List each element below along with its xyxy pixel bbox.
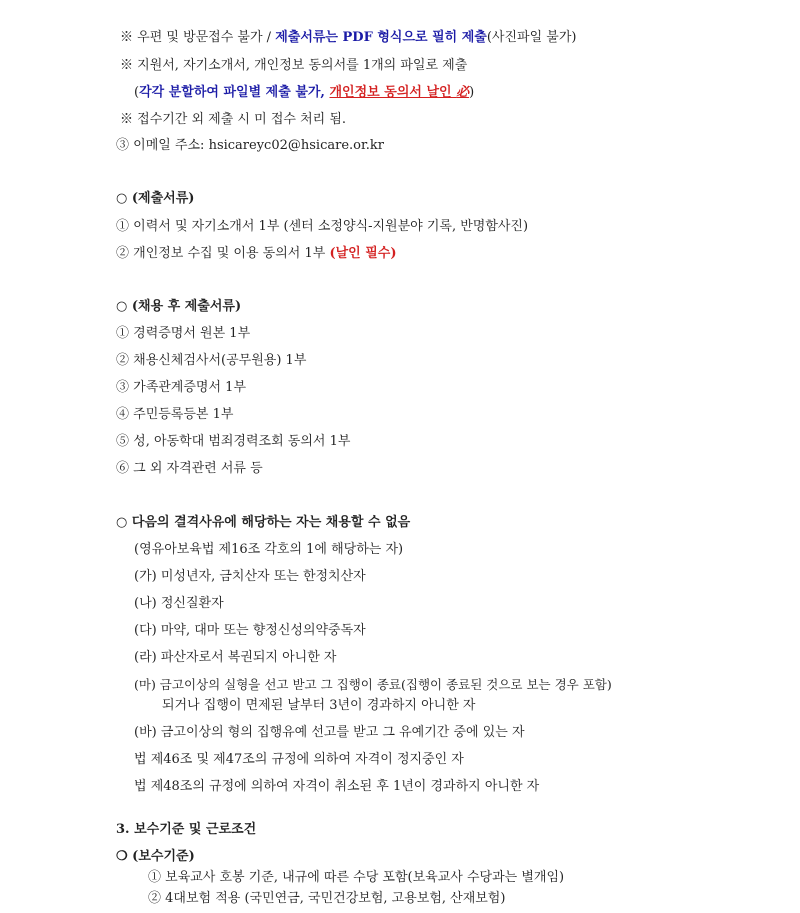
note-highlight-must: 必 xyxy=(456,85,470,100)
note-highlight-split: 각각 분할하여 파일별 제출 불가, xyxy=(139,85,330,100)
pay-standard-item: ② 4대보험 적용 (국민연금, 국민건강보험, 고용보험, 산재보험) xyxy=(148,891,506,906)
paren: ) xyxy=(469,85,475,100)
after-hire-item: ① 경력증명서 원본 1부 xyxy=(116,326,251,341)
after-hire-item: ⑥ 그 외 자격관련 서류 등 xyxy=(116,461,263,476)
email-address: ③ 이메일 주소: hsicareyc02@hsicare.or.kr xyxy=(116,138,384,153)
note-highlight-pdf: 제출서류는 PDF 형식으로 필히 제출 xyxy=(275,30,487,45)
documents-heading: ○ (제출서류) xyxy=(116,191,195,206)
pay-standard-heading: ❍ (보수기준) xyxy=(116,849,195,864)
disqualification-line: (가) 미성년자, 금치산자 또는 한정치산자 xyxy=(134,569,366,584)
after-hire-heading: ○ (채용 후 제출서류) xyxy=(116,299,242,314)
documents-item-text: ② 개인정보 수집 및 이용 동의서 1부 xyxy=(116,246,330,261)
seal-required-note: (날인 필수) xyxy=(329,246,397,261)
disqualification-line: (라) 파산자로서 복권되지 아니한 자 xyxy=(134,650,337,665)
note-no-mail xyxy=(120,29,576,47)
disqualification-line: 법 제48조의 규정에 의하여 자격이 취소된 후 1년이 경과하지 아니한 자 xyxy=(134,779,540,794)
after-hire-item: ⑤ 성, 아동학대 범죄경력조회 동의서 1부 xyxy=(116,434,351,449)
note-no-split xyxy=(134,84,474,102)
pay-standard-item: ① 보육교사 호봉 기준, 내규에 따른 수당 포함(보육교사 수당과는 별개임) xyxy=(148,870,565,885)
after-hire-item: ④ 주민등록등본 1부 xyxy=(116,407,234,422)
documents-item xyxy=(116,245,397,263)
note-text: (사진파일 불가) xyxy=(486,30,577,45)
documents-item: ① 이력서 및 자기소개서 1부 (센터 소정양식-지원분야 기록, 반명함사진) xyxy=(116,219,529,234)
disqualification-line: (영유아보육법 제16조 각호의 1에 해당하는 자) xyxy=(134,542,404,557)
note-highlight-seal: 개인정보 동의서 날인 xyxy=(329,85,457,100)
note-single-file: ※ 지원서, 자기소개서, 개인정보 동의서를 1개의 파일로 제출 xyxy=(120,58,468,73)
paren: ( xyxy=(134,85,140,100)
note-text: ※ 우편 및 방문접수 불가 / xyxy=(120,30,276,45)
disqualification-line: (마) 금고이상의 실형을 선고 받고 그 집행이 종료(집행이 종료된 것으로 보는 경우 포함) xyxy=(134,677,612,692)
disqualification-line-continued: 되거나 집행이 면제된 날부터 3년이 경과하지 아니한 자 xyxy=(162,698,476,713)
disqualification-line: (바) 금고이상의 형의 집행유예 선고를 받고 그 유예기간 중에 있는 자 xyxy=(134,725,525,740)
disqualification-line: 법 제46조 및 제47조의 규정에 의하여 자격이 정지중인 자 xyxy=(134,752,464,767)
disqualification-line: (나) 정신질환자 xyxy=(134,596,224,611)
after-hire-item: ② 채용신체검사서(공무원용) 1부 xyxy=(116,353,307,368)
disqualification-heading: ○ 다음의 결격사유에 해당하는 자는 채용할 수 없음 xyxy=(116,515,411,530)
after-hire-item: ③ 가족관계증명서 1부 xyxy=(116,380,246,395)
note-deadline: ※ 접수기간 외 제출 시 미 접수 처리 됨. xyxy=(120,112,347,127)
disqualification-line: (다) 마약, 대마 또는 향정신성의약중독자 xyxy=(134,623,366,638)
section-3-title: 3. 보수기준 및 근로조건 xyxy=(116,822,257,837)
